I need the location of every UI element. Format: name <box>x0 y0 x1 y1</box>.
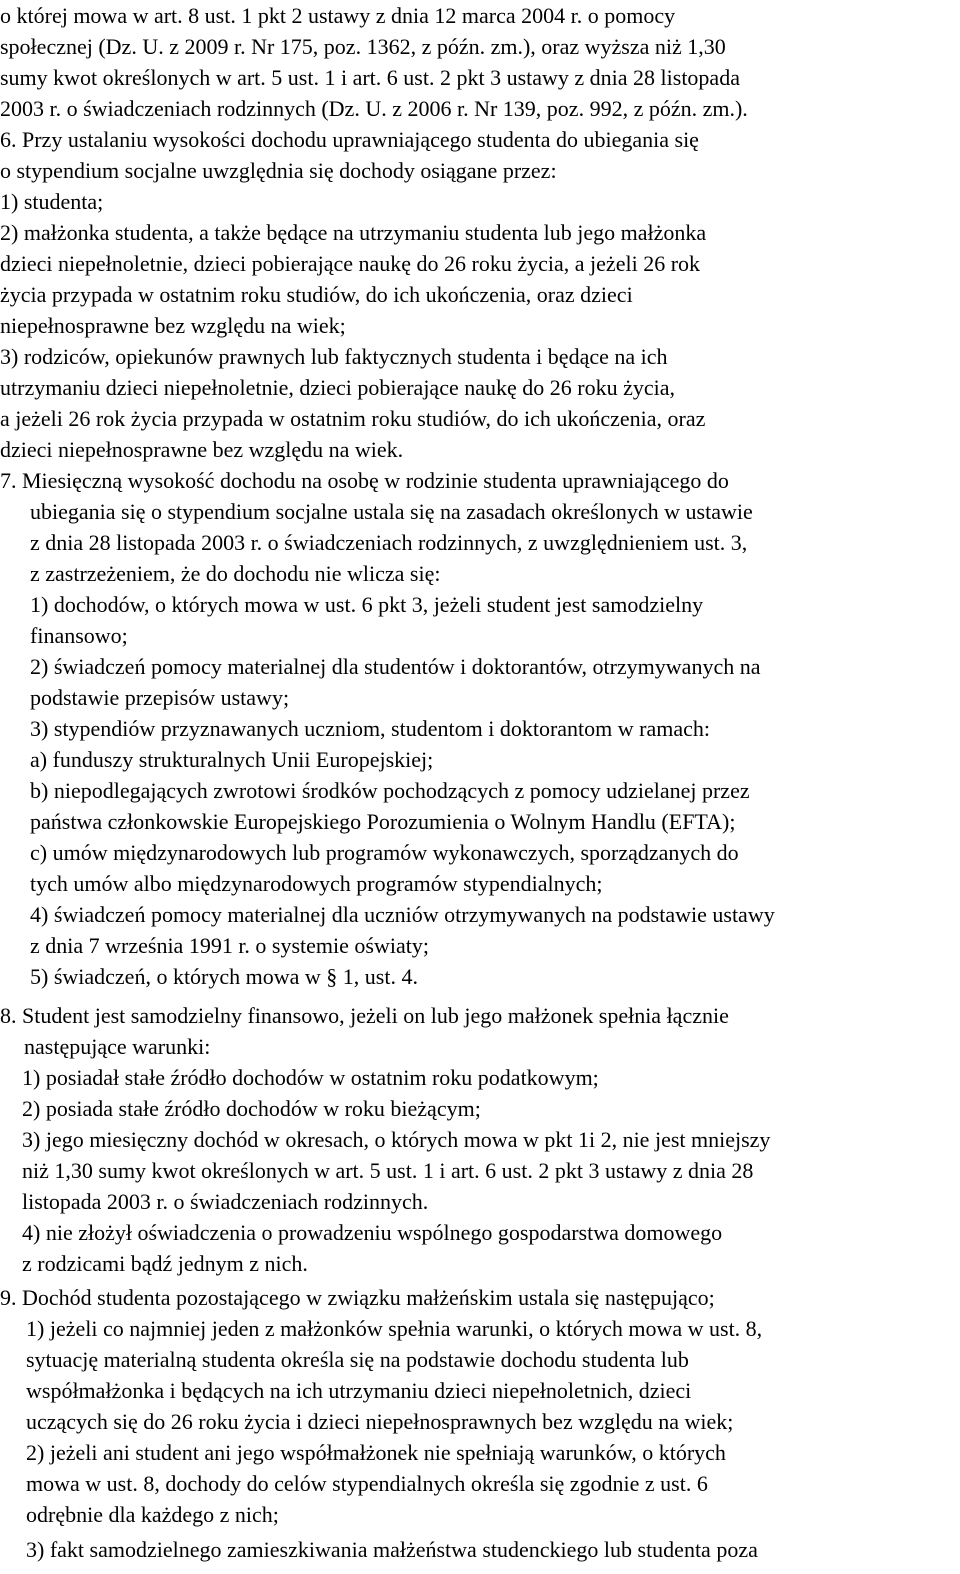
text-line: sumy kwot określonych w art. 5 ust. 1 i art. 6 ust. 2 pkt 3 ustawy z dnia 28 listopada <box>0 65 740 90</box>
text-line: 2) małżonka studenta, a także będące na utrzymaniu studenta lub jego małżonka <box>0 220 707 245</box>
text-line: 9. Dochód studenta pozostającego w związku małżeńskim ustala się następująco; <box>0 1285 715 1310</box>
text-line: 6. Przy ustalaniu wysokości dochodu uprawniającego studenta do ubiegania się <box>0 127 699 152</box>
text-line: 7. Miesięczną wysokość dochodu na osobę w rodzinie studenta uprawniającego do <box>0 468 729 493</box>
text-line: niż 1,30 sumy kwot określonych w art. 5 ust. 1 i art. 6 ust. 2 pkt 3 ustawy z dnia 28 <box>22 1158 754 1183</box>
text-line: dzieci niepełnoletnie, dzieci pobierające naukę do 26 roku życia, a jeżeli 26 rok <box>0 251 701 276</box>
text-line: 5) świadczeń, o których mowa w § 1, ust. 4. <box>30 964 418 989</box>
text-line: życia przypada w ostatnim roku studiów, do ich ukończenia, oraz dzieci <box>0 282 633 307</box>
text-line: 1) studenta; <box>0 189 104 214</box>
text-line: utrzymaniu dzieci niepełnoletnie, dzieci pobierające naukę do 26 roku życia, <box>0 375 675 400</box>
text-line: 3) stypendiów przyznawanych uczniom, studentom i doktorantom w ramach: <box>30 716 710 741</box>
text-line: 2) świadczeń pomocy materialnej dla studentów i doktorantów, otrzymywanych na <box>30 654 761 679</box>
text-line: 1) posiadał stałe źródło dochodów w ostatnim roku podatkowym; <box>22 1065 599 1090</box>
text-line: o stypendium socjalne uwzględnia się dochody osiągane przez: <box>0 158 557 183</box>
text-line: 1) dochodów, o których mowa w ust. 6 pkt 3, jeżeli student jest samodzielny <box>30 592 704 617</box>
text-line: państwa członkowskie Europejskiego Porozumienia o Wolnym Handlu (EFTA); <box>30 809 736 834</box>
text-line: z dnia 7 września 1991 r. o systemie oświaty; <box>30 933 429 958</box>
text-line: z rodzicami bądź jednym z nich. <box>22 1251 308 1276</box>
text-line: dzieci niepełnosprawne bez względu na wiek. <box>0 437 404 462</box>
text-line: 2003 r. o świadczeniach rodzinnych (Dz. U. z 2006 r. Nr 139, poz. 992, z późn. zm.). <box>0 96 748 121</box>
text-line: z dnia 28 listopada 2003 r. o świadczeniach rodzinnych, z uwzględnieniem ust. 3, <box>30 530 748 555</box>
text-line: mowa w ust. 8, dochody do celów stypendialnych określa się zgodnie z ust. 6 <box>26 1471 708 1496</box>
text-line: odrębnie dla każdego z nich; <box>26 1502 279 1527</box>
text-line: tych umów albo międzynarodowych programów stypendialnych; <box>30 871 603 896</box>
text-line: współmałżonka i będących na ich utrzymaniu dzieci niepełnoletnich, dzieci <box>26 1378 692 1403</box>
text-line: c) umów międzynarodowych lub programów wykonawczych, sporządzanych do <box>30 840 739 865</box>
text-line: 4) świadczeń pomocy materialnej dla uczniów otrzymywanych na podstawie ustawy <box>30 902 775 927</box>
text-line: 4) nie złożył oświadczenia o prowadzeniu wspólnego gospodarstwa domowego <box>22 1220 723 1245</box>
text-line: 3) rodziców, opiekunów prawnych lub faktycznych studenta i będące na ich <box>0 344 668 369</box>
text-line: 3) jego miesięczny dochód w okresach, o których mowa w pkt 1i 2, nie jest mniejszy <box>22 1127 771 1152</box>
text-line: a jeżeli 26 rok życia przypada w ostatnim roku studiów, do ich ukończenia, oraz <box>0 406 706 431</box>
text-line: 2) posiada stałe źródło dochodów w roku bieżącym; <box>22 1096 481 1121</box>
text-line: uczących się do 26 roku życia i dzieci niepełnosprawnych bez względu na wiek; <box>26 1409 734 1434</box>
text-line: społecznej (Dz. U. z 2009 r. Nr 175, poz. 1362, z późn. zm.), oraz wyższa niż 1,30 <box>0 34 726 59</box>
text-line: listopada 2003 r. o świadczeniach rodzinnych. <box>22 1189 429 1214</box>
text-line: z zastrzeżeniem, że do dochodu nie wlicza się: <box>30 561 441 586</box>
text-line: b) niepodlegających zwrotowi środków pochodzących z pomocy udzielanej przez <box>30 778 750 803</box>
text-line: 2) jeżeli ani student ani jego współmałżonek nie spełniają warunków, o których <box>26 1440 726 1465</box>
text-line: 1) jeżeli co najmniej jeden z małżonków spełnia warunki, o których mowa w ust. 8, <box>26 1316 763 1341</box>
text-line: finansowo; <box>30 623 128 648</box>
text-line: następujące warunki: <box>24 1034 211 1059</box>
text-line: niepełnosprawne bez względu na wiek; <box>0 313 346 338</box>
text-line: 8. Student jest samodzielny finansowo, jeżeli on lub jego małżonek spełnia łącznie <box>0 1003 729 1028</box>
text-line: ubiegania się o stypendium socjalne ustala się na zasadach określonych w ustawie <box>30 499 753 524</box>
text-line: o której mowa w art. 8 ust. 1 pkt 2 ustawy z dnia 12 marca 2004 r. o pomocy <box>0 3 676 28</box>
text-line: sytuację materialną studenta określa się na podstawie dochodu studenta lub <box>26 1347 689 1372</box>
text-line: 3) fakt samodzielnego zamieszkiwania małżeństwa studenckiego lub studenta poza <box>26 1537 758 1562</box>
text-line: a) funduszy strukturalnych Unii Europejskiej; <box>30 747 434 772</box>
text-line: podstawie przepisów ustawy; <box>30 685 290 710</box>
